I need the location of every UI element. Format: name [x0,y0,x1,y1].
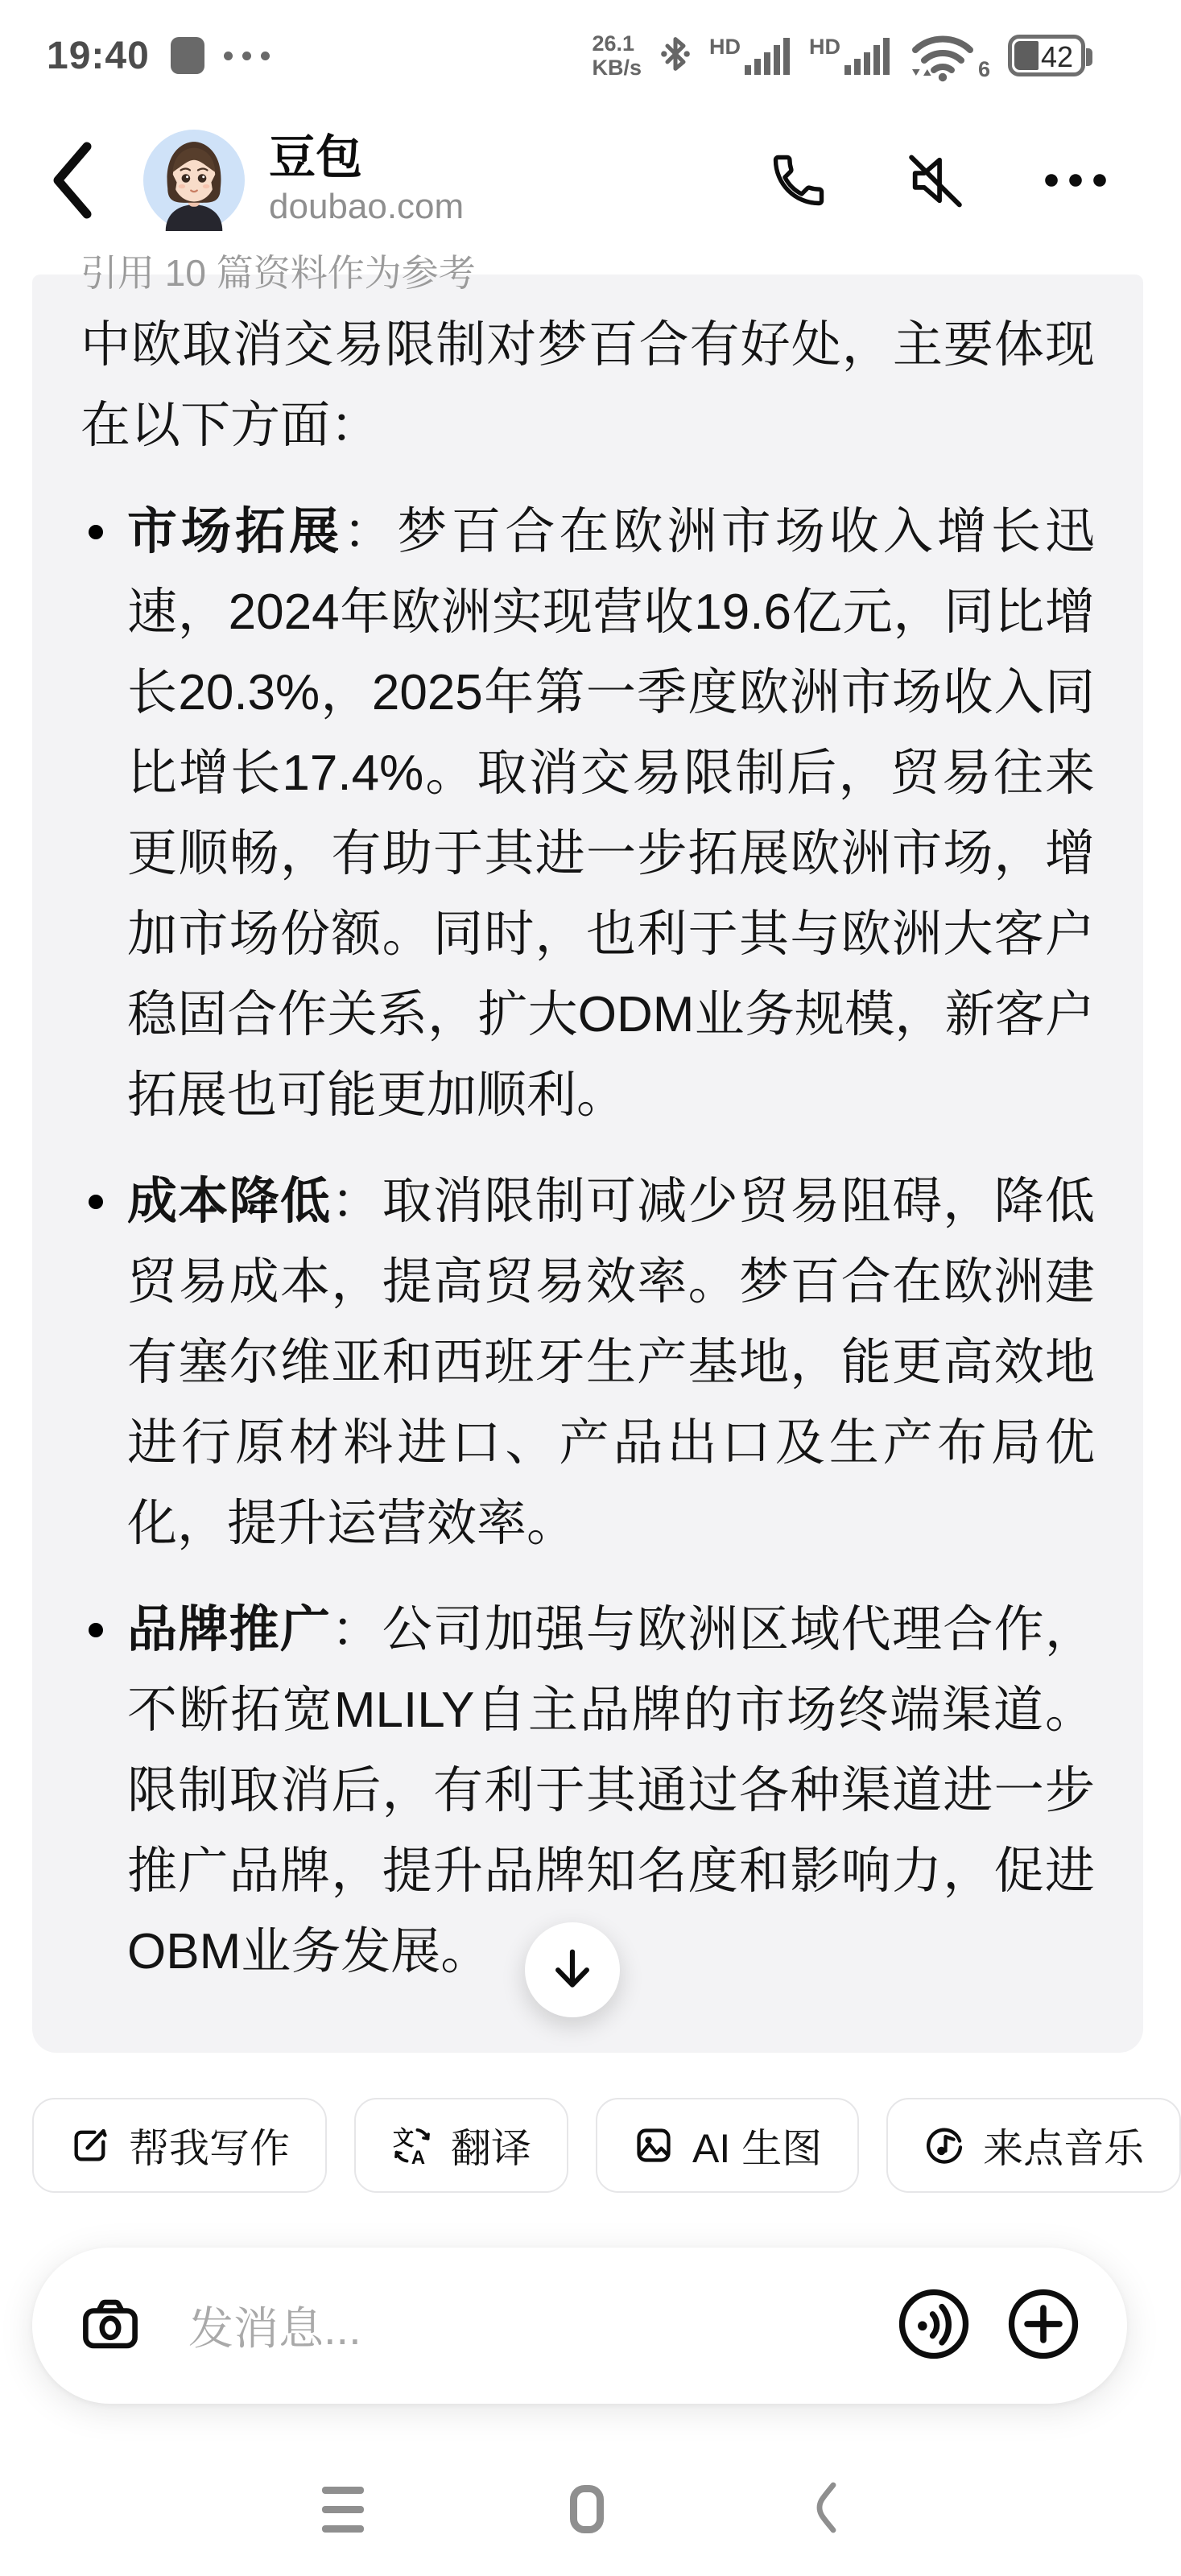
bullet-brand-promotion: 品牌推广：公司加强与欧洲区域代理合作，不断拓宽MLILY自主品牌的市场终端渠道。限制取消后，有利于其通过各种渠道进一步推广品牌，提升品牌知名度和影响力，促进OBM业务发展。 [127,1590,1095,1992]
scroll-to-bottom-button[interactable] [525,1922,620,2017]
message-composer[interactable] [32,2248,1127,2404]
image-icon [633,2124,675,2166]
home-button[interactable] [570,2485,604,2533]
sim2-signal-icon: HD [809,36,891,75]
message-bullet-list [81,492,1095,1992]
doubao-avatar[interactable] [143,130,245,231]
chip-ai-image[interactable]: AI 生图 [596,2098,859,2193]
chat-header [0,95,1159,266]
camera-icon [79,2295,142,2353]
nav-back-chevron-icon [810,2482,837,2533]
back-chevron-icon [50,140,93,221]
citation-reference-line: 引用 10 篇资料作为参考 [81,252,476,294]
assistant-message-bubble [32,252,1143,2053]
mute-button[interactable] [903,150,968,211]
recents-button[interactable] [322,2487,364,2533]
add-attachment-button[interactable] [1006,2287,1080,2365]
compose-icon [69,2124,111,2166]
svg-text:A: A [411,2146,426,2169]
speaker-muted-icon [903,150,968,211]
chip-translate[interactable]: 文 A 翻译 [354,2098,568,2193]
svg-text:文: 文 [393,2126,415,2150]
camera-button[interactable] [79,2295,142,2357]
avatar-illustration [143,130,245,231]
message-intro: 中欧取消交易限制对梦百合有好处，主要体现在以下方面： [81,317,1095,453]
chat-subtitle: doubao.com [269,187,465,226]
ellipsis-icon [1042,150,1109,211]
android-nav-bar [0,2473,1159,2545]
plus-circle-icon [1006,2287,1080,2361]
bullet-market-expansion: 市场拓展：梦百合在欧洲市场收入增长迅速，2024年欧洲实现营收19.6亿元，同比增长20.3%，2025年第一季度欧洲市场收入同比增长17.4%。取消交易限制后，贸易往来更顺畅，有助于其进一步拓展欧洲市场，增加市场份额。同时，也利于其与欧洲大客户稳固合作关系，扩大ODM业务规模，新客户拓展也可能更加顺利。 [127,492,1095,1136]
translate-icon [391,2124,433,2169]
status-bar [0,21,1159,90]
chip-help-me-write[interactable]: 帮我写作 [32,2098,327,2193]
music-icon [923,2124,965,2166]
voice-input-button[interactable] [897,2287,971,2365]
arrow-down-icon [548,1945,597,1995]
notification-app-icon [171,37,204,74]
nav-back-button[interactable] [810,2482,837,2537]
clock: 19:40 [47,34,150,77]
voice-wave-icon [897,2287,971,2361]
more-notifications-icon [224,52,270,60]
message-input[interactable]: 发消息... [188,2303,361,2354]
chip-play-music[interactable]: 来点音乐 [886,2098,1181,2193]
battery-icon: 42 [1008,35,1085,76]
chat-title: 豆包 [269,131,363,184]
sim1-signal-icon: HD [709,36,791,75]
bullet-cost-reduction: 成本降低：取消限制可减少贸易阻碍，降低贸易成本，提高贸易效率。梦百合在欧洲建有塞尔维亚和西班牙生产基地，能更高效地进行原材料进口、产品出口及生产布局优化，提升运营效率。 [127,1162,1095,1564]
more-menu-button[interactable] [1042,150,1109,211]
bluetooth-icon [659,31,692,80]
phone-icon [768,150,829,211]
voice-call-button[interactable] [768,150,829,211]
back-button[interactable] [50,132,106,229]
wifi-icon: 6 [909,31,990,80]
network-speed: 26.1 KB/s [592,31,642,80]
quick-action-row [32,2098,1159,2196]
